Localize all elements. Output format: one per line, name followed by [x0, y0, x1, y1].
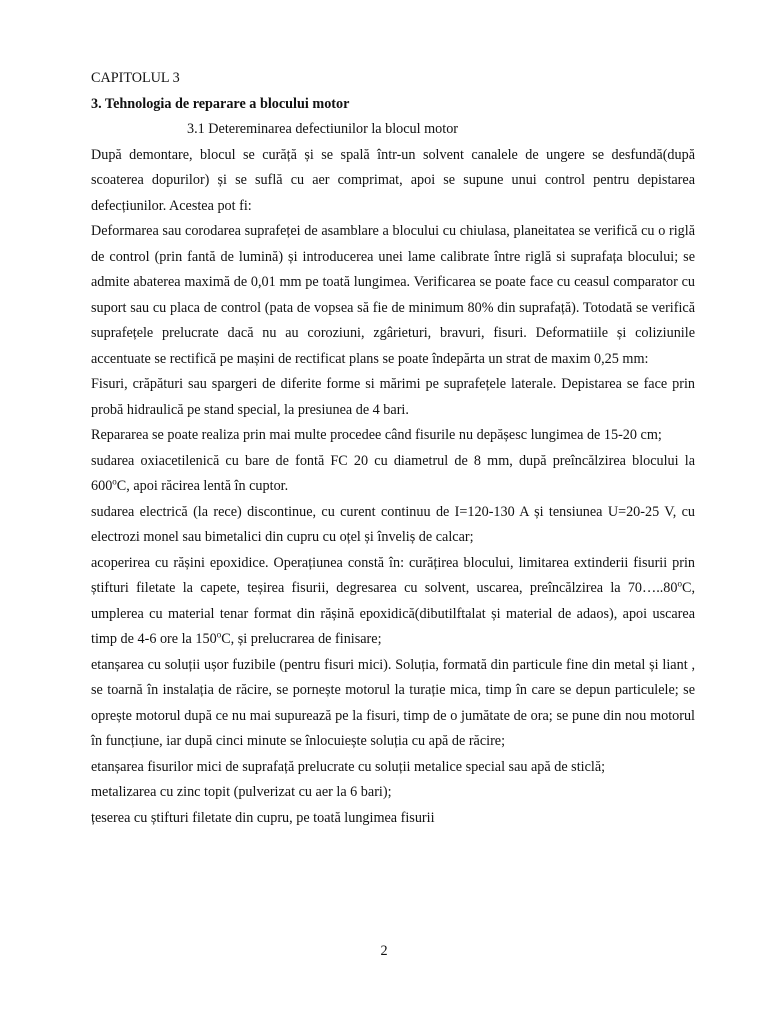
- epoxy-text-1: acoperirea cu rășini epoxidice. Operațiunea constă în: curățirea blocului, limitarea extinderii fisurii prin știfturi filetate la capete, teșirea fisurii, degresarea cu solvent, uscarea, preîncălzirea la 70…..80: [91, 554, 695, 596]
- paragraph-epoxy: [91, 551, 695, 653]
- paragraph-fusible-solutions: etanșarea cu soluții ușor fuzibile (pentru fisuri mici). Soluția, formată din particule fine din metal și liant , se toarnă în instalația de răcire, se pornește motorul la turație mica, timp în care se depun particulele; se oprește motorul după ce nu mai supurează pe la fisuri, timp de o jumătate de ora; se pune din nou motorul în funcțiune, iar după cinci minute se înlocuiește soluția cu apă de răcire;: [91, 656, 695, 749]
- paragraph-repair-methods: Repararea se poate realiza prin mai multe procedee când fisurile nu depășesc lungimea de 15-20 cm;: [91, 427, 662, 443]
- section-title: 3. Tehnologia de reparare a blocului motor: [91, 95, 350, 112]
- paragraph-zinc-metallization: metalizarea cu zinc topit (pulverizat cu aer la 6 bari);: [91, 784, 392, 800]
- document-body: [91, 66, 695, 831]
- epoxy-text-3: C, și prelucrarea de finisare;: [221, 631, 382, 647]
- paragraph-intro: După demontare, blocul se curăță și se spală într-un solvent canalele de ungere se desfundă(după scoaterea dopurilor) și se suflă cu aer comprimat, apoi se supune unui control pentru depistarea defecțiunilor. Acestea pot fi:: [91, 146, 695, 214]
- paragraph-deformation: Deformarea sau corodarea suprafeței de asamblare a blocului cu chiulasa, planeitatea se verifică cu o riglă de control (prin fantă de lumină) și introducerea unei lame calibrate între riglă si suprafața blocului; se admite abaterea maximă de 0,01 mm pe toată lungimea. Verificarea se poate face cu ceasul comparator cu suport sau cu placa de control (pata de vopsea să fie de minimum 80% din suprafață). Totodată se verifică suprafețele prelucrate dacă nu au coroziuni, zgârieturi, bravuri, fisuri. Deformatiile și coliziunile accentuate se rectifică pe mașini de rectificat plans se poate îndepărta un strat de maxim 0,25 mm:: [91, 223, 695, 367]
- chapter-label: CAPITOLUL 3: [91, 70, 180, 86]
- oxy-welding-text-1: sudarea oxiacetilenică cu bare de fontă FC 20 cu diametrul de 8 mm, după preîncălzirea blocului la 600: [91, 452, 695, 494]
- paragraph-copper-pins: țeserea cu știfturi filetate din cupru, pe toată lungimea fisurii: [91, 809, 435, 826]
- subsection-title: 3.1 Detereminarea defectiunilor la blocul motor: [187, 121, 459, 137]
- epoxy-text-2: C, umplerea cu material tenar format din rășină epoxidică(dibutilftalat și material de adaos), apoi uscarea timp de 4-6 ore la 150: [91, 580, 695, 647]
- oxy-welding-text-2: C, apoi răcirea lentă în cuptor.: [116, 478, 289, 494]
- degree-superscript: o: [677, 578, 682, 589]
- degree-superscript: o: [112, 476, 117, 487]
- paragraph-electric-welding: sudarea electrică (la rece) discontinue, cu curent continuu de I=120-130 A și tensiunea U=20-25 V, cu electrozi monel sau bimetalici din cupru cu oțel și înveliș de calcar;: [91, 503, 695, 545]
- page-number: 2: [380, 943, 388, 959]
- paragraph-surface-sealing: etanșarea fisurilor mici de suprafață prelucrate cu soluții metalice special sau apă de sticlă;: [91, 758, 606, 775]
- paragraph-cracks: Fisuri, crăpături sau spargeri de diferite forme si mărimi pe suprafețele laterale. Depistarea se face prin probă hidraulică pe stand special, la presiunea de 4 bari.: [91, 376, 695, 418]
- degree-superscript: o: [216, 629, 222, 640]
- paragraph-oxy-welding: [91, 449, 695, 500]
